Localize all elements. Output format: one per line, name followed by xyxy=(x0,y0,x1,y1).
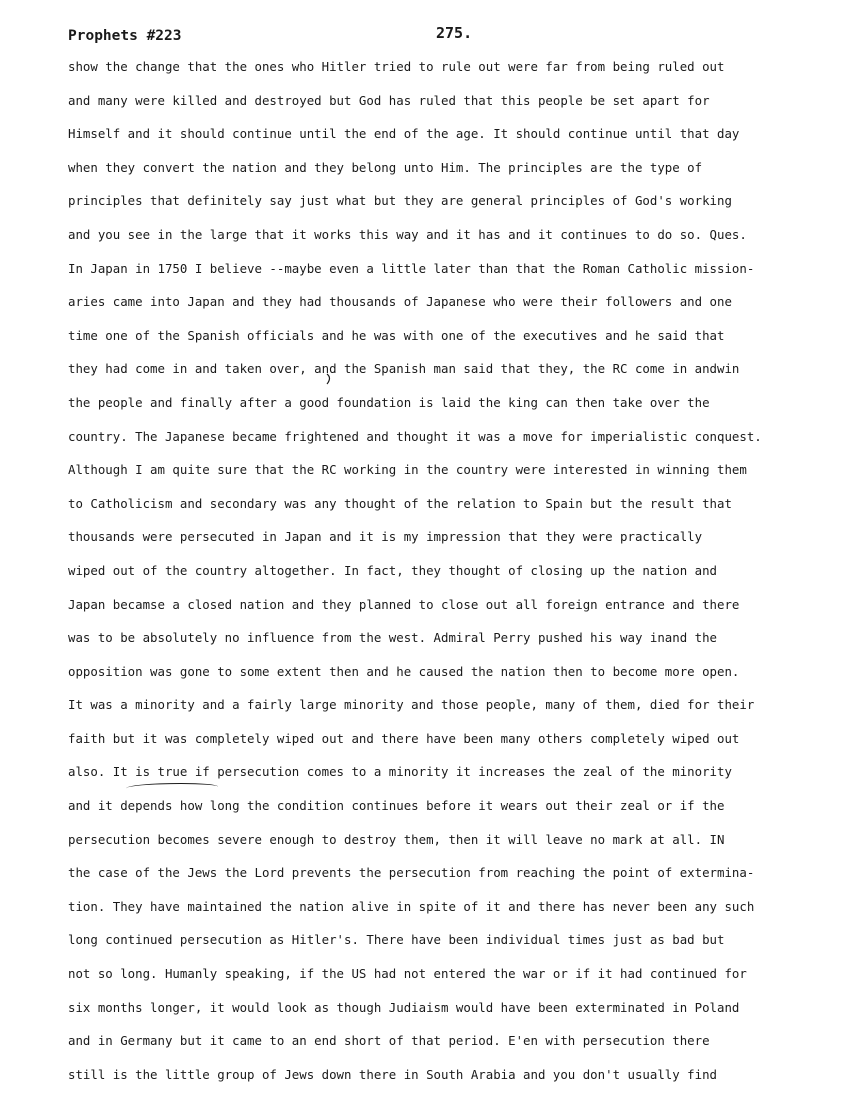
text-line xyxy=(68,326,848,360)
text-line xyxy=(68,292,848,326)
text-line xyxy=(68,57,848,91)
text-line-content: thousands were persecuted in Japan and it is my impression that they were practically xyxy=(68,529,703,545)
text-line xyxy=(68,662,848,696)
text-line xyxy=(68,91,848,125)
text-line xyxy=(68,998,848,1032)
text-line-content: and you see in the large that it works this way and it has and it continues to do so. Ques. xyxy=(68,226,747,242)
text-line xyxy=(68,225,848,259)
text-line xyxy=(68,359,848,393)
document-header: Prophets #223 xyxy=(68,28,182,44)
handwritten-underline-mark xyxy=(126,783,218,792)
text-line-content: Himself and it should continue until the end of the age. It should continue until that day xyxy=(68,126,740,142)
text-line xyxy=(68,863,848,897)
text-line xyxy=(68,930,848,964)
text-line-content: aries came into Japan and they had thousands of Japanese who were their followers and one xyxy=(68,294,732,310)
text-line xyxy=(68,796,848,830)
text-line xyxy=(68,729,848,763)
text-line-content: show the change that the ones who Hitler tried to rule out were far from being ruled out xyxy=(68,59,725,74)
text-line-content: time one of the Spanish officials and he was with one of the executives and he said that xyxy=(68,327,725,343)
text-line xyxy=(68,830,848,864)
text-line-content: and many were killed and destroyed but God has ruled that this people be set apart for xyxy=(68,92,710,108)
text-line xyxy=(68,124,848,158)
text-line xyxy=(68,158,848,192)
page-number: 275. xyxy=(436,24,473,42)
text-line-content: was to be absolutely no influence from the west. Admiral Perry pushed his way inand the xyxy=(68,630,718,646)
handwritten-comma-mark xyxy=(325,373,333,385)
text-line-content: Japan becamse a closed nation and they planned to close out all foreign entrance and there xyxy=(68,596,740,612)
text-line-content: principles that definitely say just what but they are general principles of God's working xyxy=(68,193,732,209)
text-line-content: wiped out of the country altogether. In fact, they thought of closing up the nation and xyxy=(68,562,718,578)
text-line xyxy=(68,460,848,494)
text-line xyxy=(68,494,848,528)
text-line xyxy=(68,527,848,561)
text-line xyxy=(68,964,848,998)
text-line xyxy=(68,897,848,931)
text-line-content: It was a minority and a fairly large minority and those people, many of them, died for their xyxy=(68,697,755,713)
text-line-content: they had come in and taken over, and the Spanish man said that they, the RC come in andwin xyxy=(68,361,740,377)
text-line-content: still is the little group of Jews down there in South Arabia and you don't usually find xyxy=(68,1066,718,1082)
text-line-content: In Japan in 1750 I believe --maybe even a little later than that the Roman Catholic mission- xyxy=(68,260,755,276)
text-line-content: when they convert the nation and they belong unto Him. The principles are the type of xyxy=(68,159,703,175)
text-line xyxy=(68,1031,848,1065)
text-line xyxy=(68,1065,848,1099)
text-line xyxy=(68,595,848,629)
text-line-content: opposition was gone to some extent then and he caused the nation then to become more open. xyxy=(68,663,740,679)
text-line xyxy=(68,259,848,293)
text-line-content: persecution becomes severe enough to destroy them, then it will leave no mark at all. IN xyxy=(68,831,725,847)
text-line xyxy=(68,628,848,662)
text-line xyxy=(68,191,848,225)
text-line xyxy=(68,427,848,461)
text-line-content: tion. They have maintained the nation alive in spite of it and there has never been any such xyxy=(68,898,755,914)
text-line-content: to Catholicism and secondary was any thought of the relation to Spain but the result that xyxy=(68,495,732,511)
text-line xyxy=(68,561,848,595)
text-line-content: also. It is true if persecution comes to a minority it increases the zeal of the minority xyxy=(68,764,732,780)
text-line xyxy=(68,393,848,427)
text-line-content: not so long. Humanly speaking, if the US had not entered the war or if it had continued for xyxy=(68,966,747,982)
text-line-content: and in Germany but it came to an end short of that period. E'en with persecution there xyxy=(68,1033,710,1049)
body-text xyxy=(68,57,848,1098)
text-line-content: faith but it was completely wiped out and there have been many others completely wiped out xyxy=(68,730,740,746)
text-line-content: country. The Japanese became frightened and thought it was a move for imperialistic conquest. xyxy=(68,428,762,444)
text-line-content: the people and finally after a good foundation is laid the king can then take over the xyxy=(68,394,710,410)
text-line-content: long continued persecution as Hitler's. There have been individual times just as bad but xyxy=(68,932,725,948)
text-line-content: the case of the Jews the Lord prevents the persecution from reaching the point of extermina- xyxy=(68,865,755,881)
text-line-content: and it depends how long the condition continues before it wears out their zeal or if the xyxy=(68,798,725,814)
text-line-content: six months longer, it would look as though Judiaism would have been exterminated in Poland xyxy=(68,999,740,1015)
text-line-content: Although I am quite sure that the RC working in the country were interested in winning them xyxy=(68,462,747,478)
text-line xyxy=(68,695,848,729)
